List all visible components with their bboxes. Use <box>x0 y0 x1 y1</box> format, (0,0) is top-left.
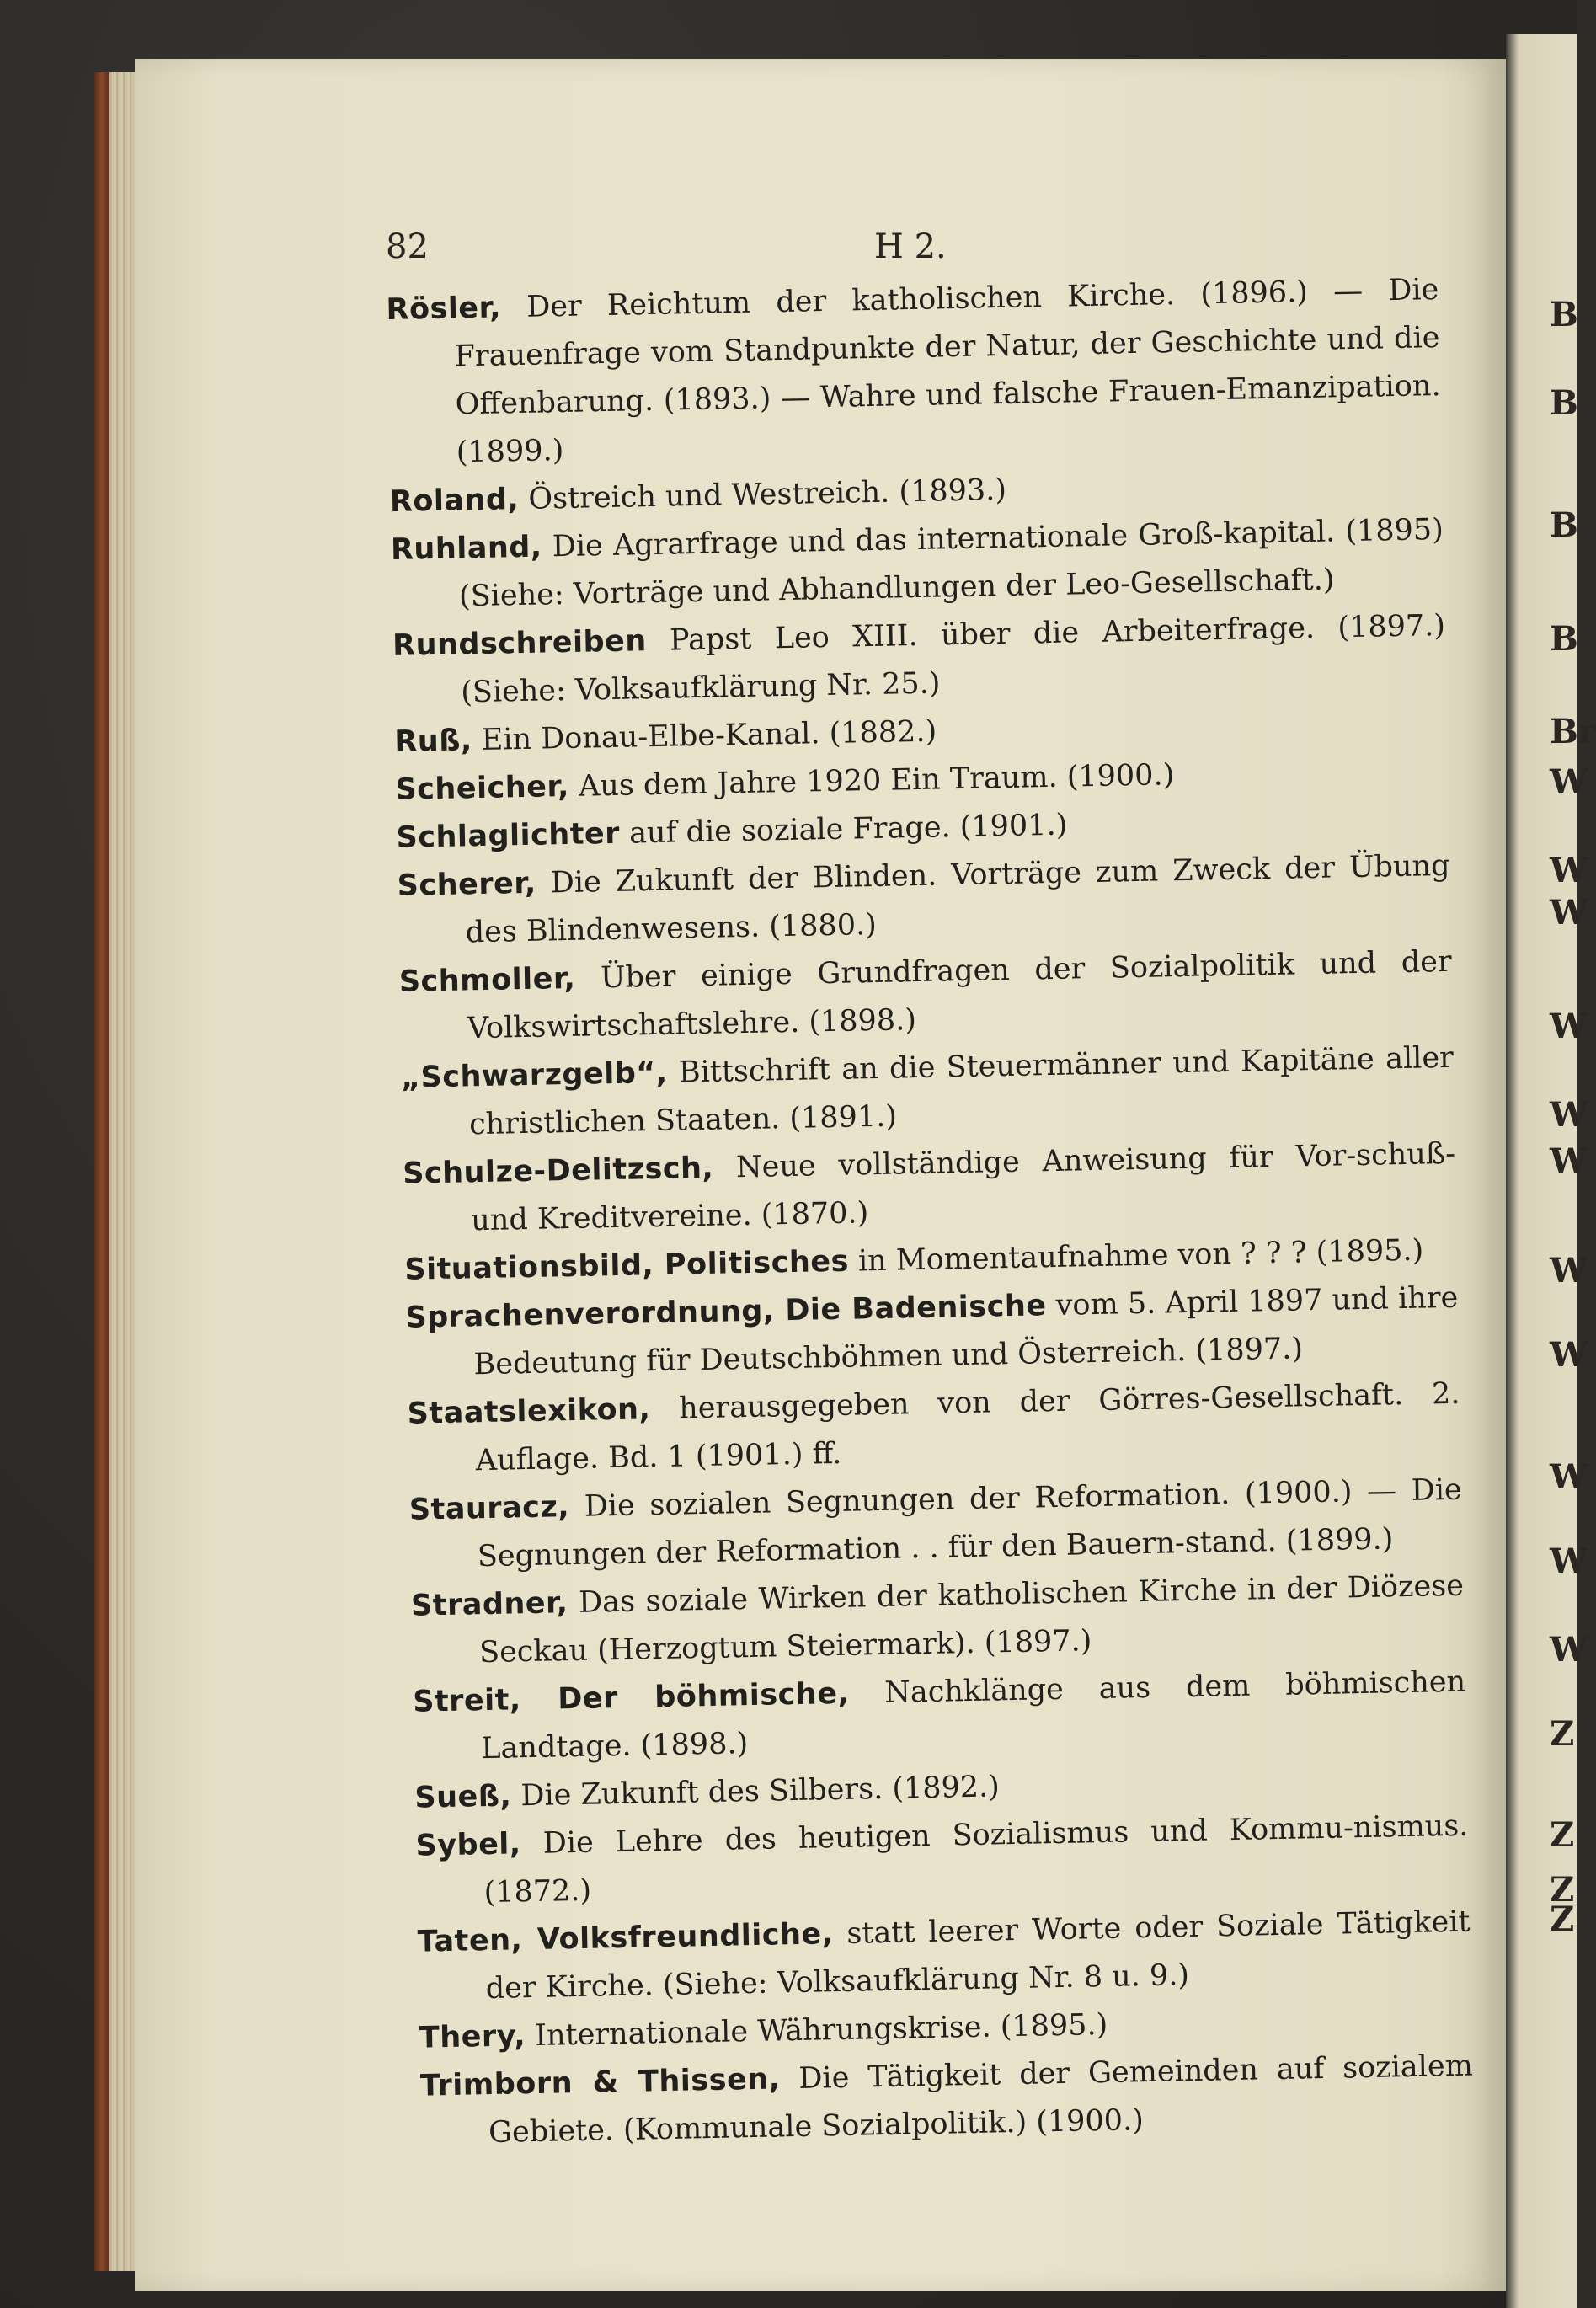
bibliography-entry <box>386 266 1442 478</box>
entry-author: Sybel, <box>415 1827 522 1863</box>
entry-text: in Momentaufnahme von ? ? ? (1895.) <box>857 1233 1424 1279</box>
entry-author: Rösler, <box>386 291 502 327</box>
entry-text: Die Agrarfrage und das internationale Groß-kapital. (1895) (Siehe: Vorträge und Abhandlungen der Leo-Gesellschaft.) <box>458 512 1444 614</box>
entry-text: Die sozialen Segnungen der Reformation. (1900.) — Die Segnungen der Reformation . . für den Bauern-stand. (1899.) <box>477 1472 1463 1574</box>
facing-page-letter: Z <box>1550 1870 1575 1910</box>
facing-page-letter: W <box>1550 1095 1588 1135</box>
entry-text: Bittschrift an die Steuermänner und Kapitäne aller christlichen Staaten. (1891.) <box>468 1040 1455 1142</box>
facing-page-letter: W <box>1550 1141 1588 1181</box>
entry-text: Aus dem Jahre 1920 Ein Traum. (1900.) <box>578 758 1175 804</box>
bibliography-entry <box>419 2043 1474 2159</box>
entry-author: Stradner, <box>410 1586 568 1623</box>
entry-text: Östreich und Westreich. (1893.) <box>528 473 1007 516</box>
facing-page-letter: W <box>1550 1007 1588 1046</box>
facing-page-letter: W <box>1550 1335 1588 1375</box>
entry-author: Thery, <box>419 2019 526 2055</box>
entry-author: Stauracz, <box>408 1490 570 1527</box>
entry-author: Trimborn & Thissen, <box>419 2062 781 2103</box>
entry-text: Die Lehre des heutigen Sozialismus und Kommu-nismus. (1872.) <box>483 1808 1469 1910</box>
entry-author: Schulze-Delitzsch, <box>402 1151 714 1191</box>
entry-text: Die Zukunft der Blinden. Vorträge zum Zweck der Übung des Blindenwesens. (1880.) <box>465 848 1450 950</box>
facing-page-letter: W <box>1550 1457 1588 1497</box>
spine-edge <box>94 72 109 2271</box>
entry-author: „Schwarzgelb“, <box>400 1055 668 1095</box>
facing-page-letter: W <box>1550 893 1588 932</box>
entry-author: Scheicher, <box>395 769 570 807</box>
entry-text: Papst Leo XIII. über die Arbeiterfrage. (1897.) (Siehe: Volksaufklärung Nr. 25.) <box>460 608 1446 710</box>
entry-author: Ruß, <box>394 724 473 759</box>
entry-text: Ein Donau-Elbe-Kanal. (1882.) <box>481 714 937 757</box>
entry-text: Die Tätigkeit der Gemeinden auf sozialem Gebiete. (Kommunale Sozialpolitik.) (1900.) <box>488 2049 1474 2150</box>
facing-page-letter: B <box>1550 295 1578 334</box>
entry-author: Sueß, <box>414 1779 512 1815</box>
entry-text: Der Reichtum der katholischen Kirche. (1896.) — Die Frauenfrage vom Standpunkte der Natur, der Geschichte und die Offenbarung. (1893.) — Wahre und falsche Frauen-Emanzipation. (1899.) <box>454 273 1441 470</box>
entry-text: Das soziale Wirken der katholischen Kirche in der Diözese Seckau (Herzogtum Steiermark). (1897.) <box>478 1568 1465 1670</box>
entry-author: Ruhland, <box>390 530 543 567</box>
facing-page-letter: Z <box>1550 1714 1575 1754</box>
entry-author: Schmoller, <box>398 961 576 999</box>
entry-author: Sprachenverordnung, Die Badenische <box>405 1289 1047 1335</box>
facing-page-letter: Z <box>1550 1899 1575 1939</box>
facing-page-letter: B <box>1550 383 1578 423</box>
section-heading: H 2. <box>874 227 947 266</box>
entry-text: Neue vollständige Anweisung für Vor-schuß- und Kreditvereine. (1870.) <box>470 1136 1456 1238</box>
entry-text: auf die soziale Frage. (1901.) <box>628 808 1068 851</box>
facing-page-letter: B <box>1550 505 1578 545</box>
facing-page-letter: Br <box>1550 712 1596 751</box>
entry-author: Schlaglichter <box>396 816 621 855</box>
entry-text: Die Zukunft des Silbers. (1892.) <box>520 1770 1001 1814</box>
entry-text: Über einige Grundfragen der Sozialpolitik und der Volkswirtschaftslehre. (1898.) <box>467 944 1452 1046</box>
entry-author: Taten, Volksfreundliche, <box>417 1917 834 1959</box>
entry-text: vom 5. April 1897 und ihre Bedeutung für Deutschböhmen und Österreich. (1897.) <box>473 1280 1459 1382</box>
facing-page-letter: W <box>1550 1251 1588 1290</box>
entry-author: Rundschreiben <box>392 624 648 663</box>
bibliography-list <box>386 266 1474 2159</box>
entry-text: Internationale Währungskrise. (1895.) <box>534 2007 1108 2053</box>
entry-text: Nachklänge aus dem böhmischen Landtage. (1898.) <box>480 1664 1466 1766</box>
entry-author: Roland, <box>389 483 520 519</box>
page-number: 82 <box>386 227 429 266</box>
facing-page-letter: W <box>1550 762 1588 802</box>
entry-text: herausgegeben von der Görres-Gesellschaft. 2. Auflage. Bd. 1 (1901.) ff. <box>475 1376 1460 1478</box>
entry-author: Streit, Der böhmische, <box>412 1676 850 1719</box>
facing-page-letter: W <box>1550 1541 1588 1581</box>
entry-author: Staatslexikon, <box>407 1392 651 1431</box>
entry-author: Situationsbild, Politisches <box>404 1244 850 1287</box>
entry-author: Scherer, <box>397 866 537 903</box>
facing-page-letter: W <box>1550 851 1588 890</box>
facing-page-letter: B <box>1550 619 1578 659</box>
facing-page-letter: W <box>1550 1630 1588 1670</box>
facing-page-letter: Z <box>1550 1815 1575 1855</box>
entry-text: statt leerer Worte oder Soziale Tätigkeit der Kirche. (Siehe: Volksaufklärung Nr. 8 u. 9.) <box>485 1905 1471 2006</box>
